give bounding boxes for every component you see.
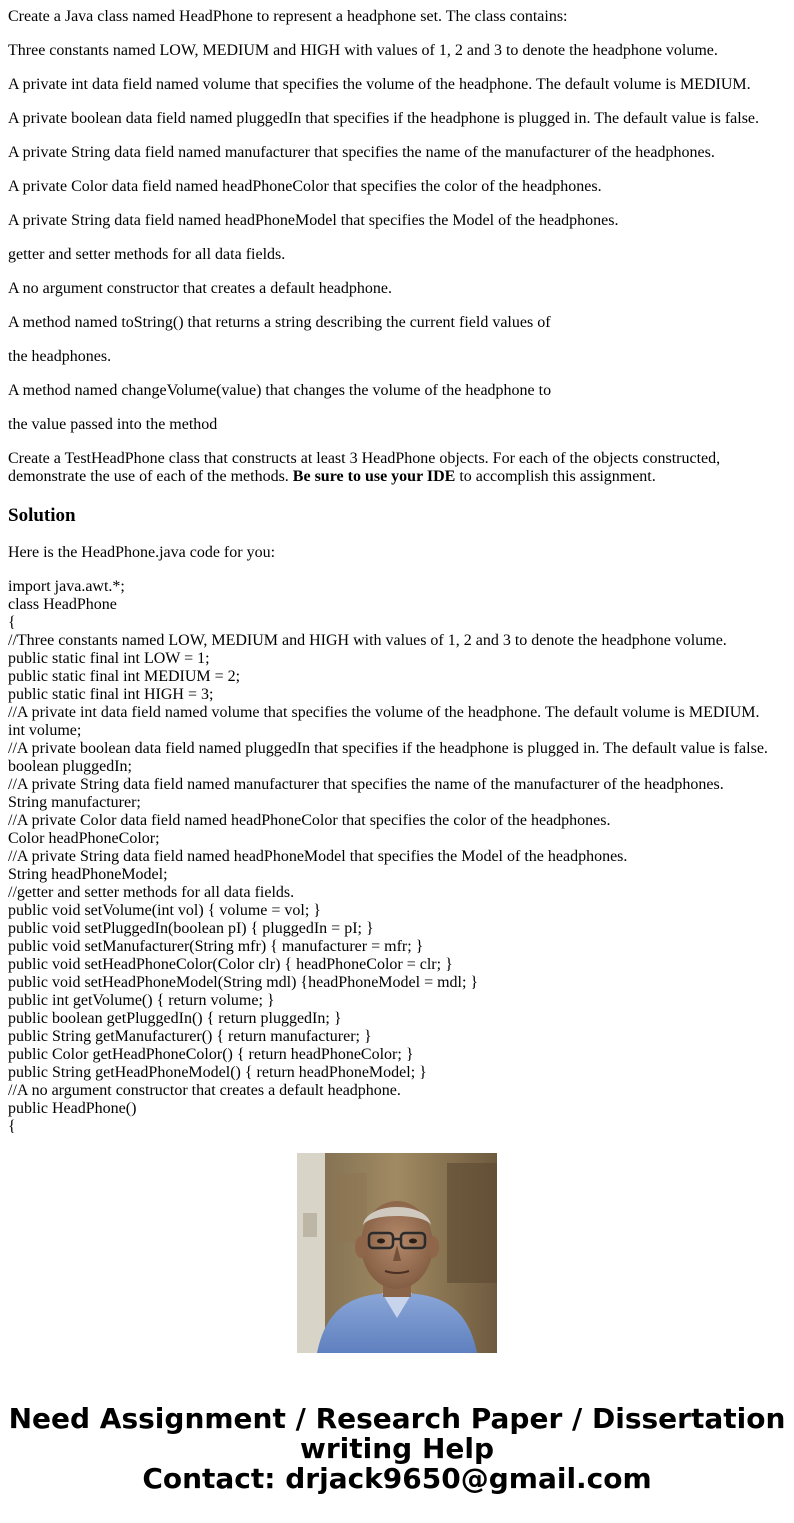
code-line: public void setHeadPhoneModel(String mdl) {headPhoneModel = mdl; } xyxy=(8,974,479,991)
code-line: String headPhoneModel; xyxy=(8,866,168,883)
code-line: //Three constants named LOW, MEDIUM and HIGH with values of 1, 2 and 3 to denote the headphone volume. xyxy=(8,632,727,649)
question-paragraph: A private String data field named manufacturer that specifies the name of the manufacturer of the headphones. xyxy=(8,144,715,161)
code-line: { xyxy=(8,1118,16,1135)
code-line: public void setHeadPhoneColor(Color clr) { headPhoneColor = clr; } xyxy=(8,956,453,973)
author-photo-image xyxy=(297,1153,497,1353)
code-line: public Color getHeadPhoneColor() { return headPhoneColor; } xyxy=(8,1046,414,1063)
final-text-before: Create a TestHeadPhone class that constructs at least 3 HeadPhone objects. For each of the objects constructed, demonstrate the use of each of the methods. xyxy=(8,450,721,485)
question-paragraph: Three constants named LOW, MEDIUM and HIGH with values of 1, 2 and 3 to denote the headphone volume. xyxy=(8,42,718,59)
question-final-paragraph xyxy=(8,450,788,486)
question-paragraph: A private Color data field named headPhoneColor that specifies the color of the headphones. xyxy=(8,178,602,195)
code-line: public boolean getPluggedIn() { return pluggedIn; } xyxy=(8,1010,342,1027)
code-line: int volume; xyxy=(8,722,82,739)
question-paragraph: the headphones. xyxy=(8,348,112,365)
code-line: public String getManufacturer() { return manufacturer; } xyxy=(8,1028,372,1045)
code-line: boolean pluggedIn; xyxy=(8,758,132,775)
question-paragraph: A private boolean data field named pluggedIn that specifies if the headphone is plugged in. The default value is false. xyxy=(8,110,760,127)
code-line: public String getHeadPhoneModel() { return headPhoneModel; } xyxy=(8,1064,427,1081)
code-line: public int getVolume() { return volume; } xyxy=(8,992,275,1009)
code-line: //A private Color data field named headPhoneColor that specifies the color of the headphones. xyxy=(8,812,611,829)
code-line: public void setManufacturer(String mfr) { manufacturer = mfr; } xyxy=(8,938,424,955)
banner-line: writing Help xyxy=(299,1432,495,1465)
question-paragraph: A method named toString() that returns a string describing the current field values of xyxy=(8,314,551,331)
code-line: Color headPhoneColor; xyxy=(8,830,160,847)
code-line: class HeadPhone xyxy=(8,596,117,613)
question-section xyxy=(8,8,788,486)
code-line: //A private String data field named manufacturer that specifies the name of the manufacturer of the headphones. xyxy=(8,776,724,793)
code-line: public static final int MEDIUM = 2; xyxy=(8,668,241,685)
solution-intro: Here is the HeadPhone.java code for you: xyxy=(8,544,276,561)
banner-contact-line: Contact: drjack9650@gmail.com xyxy=(142,1462,652,1495)
code-line: public static final int HIGH = 3; xyxy=(8,686,214,703)
final-text-bold: Be sure to use your IDE xyxy=(292,468,456,485)
question-paragraph: A private String data field named headPhoneModel that specifies the Model of the headphones. xyxy=(8,212,619,229)
question-paragraph: Create a Java class named HeadPhone to represent a headphone set. The class contains: xyxy=(8,8,568,25)
code-line: //A private int data field named volume that specifies the volume of the headphone. The default volume is MEDIUM. xyxy=(8,704,760,721)
code-line: import java.awt.*; xyxy=(8,578,125,595)
code-line: String manufacturer; xyxy=(8,794,141,811)
code-line: //A private boolean data field named pluggedIn that specifies if the headphone is plugged in. The default value is false. xyxy=(8,740,768,757)
solution-heading: Solution xyxy=(8,505,76,526)
code-line: public void setPluggedIn(boolean pI) { pluggedIn = pI; } xyxy=(8,920,374,937)
code-line: //getter and setter methods for all data fields. xyxy=(8,884,295,901)
banner-line: Need Assignment / Research Paper / Dissertation xyxy=(8,1402,786,1435)
code-line: //A no argument constructor that creates a default headphone. xyxy=(8,1082,401,1099)
question-paragraph: getter and setter methods for all data fields. xyxy=(8,246,286,263)
code-line: { xyxy=(8,614,16,631)
question-paragraph: A no argument constructor that creates a default headphone. xyxy=(8,280,393,297)
question-paragraph: the value passed into the method xyxy=(8,416,218,433)
final-text-after: to accomplish this assignment. xyxy=(455,468,656,485)
code-line: public void setVolume(int vol) { volume = vol; } xyxy=(8,902,321,919)
question-paragraph: A method named changeVolume(value) that changes the volume of the headphone to xyxy=(8,382,552,399)
author-avatar xyxy=(297,1153,497,1353)
code-block xyxy=(8,578,794,1135)
code-line: //A private String data field named headPhoneModel that specifies the Model of the headphones. xyxy=(8,848,628,865)
question-paragraph: A private int data field named volume that specifies the volume of the headphone. The default volume is MEDIUM. xyxy=(8,76,751,93)
code-line: public static final int LOW = 1; xyxy=(8,650,210,667)
code-line: public HeadPhone() xyxy=(8,1100,137,1117)
contact-banner xyxy=(0,1404,794,1494)
document-body xyxy=(8,0,788,562)
